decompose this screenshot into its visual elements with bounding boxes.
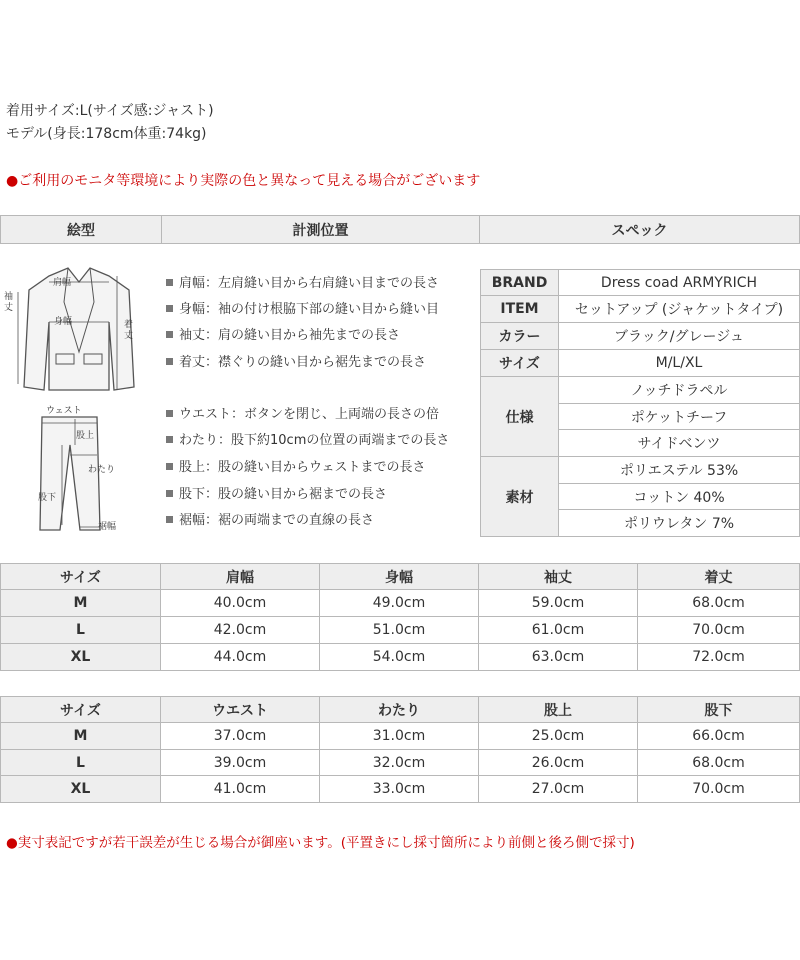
spec-material-3: ポリウレタン 7%: [559, 510, 799, 536]
jacket-header-length: 着丈: [638, 564, 799, 589]
table-cell: 72.0cm: [638, 644, 799, 670]
pants-header-rise: 股上: [479, 697, 637, 722]
spec-feature-3: サイドベンツ: [559, 430, 799, 456]
spec-feature-1: ノッチドラペル: [559, 377, 799, 403]
table-cell: 68.0cm: [638, 590, 799, 616]
jacket-header-shoulder: 肩幅: [161, 564, 319, 589]
spec-color-value: ブラック/グレージュ: [559, 323, 799, 349]
spec-brand-value: Dress coad ARMYRICH: [559, 270, 799, 295]
measure-desc-waist: ウエスト：ボタンを閉じ、上両端の長さの倍: [166, 407, 439, 423]
color-notice-text: ●ご利用のモニタ等環境により実際の色と異なって見える場合がございます: [6, 173, 481, 189]
table-cell: 42.0cm: [161, 617, 319, 643]
measure-desc-thigh: わたり：股下約10cmの位置の両端までの長さ: [166, 433, 449, 449]
diagram-label-rise: 股上: [76, 431, 95, 441]
table-cell: 70.0cm: [638, 776, 799, 802]
spec-item-label: ITEM: [481, 296, 558, 322]
spec-material-2: コットン 40%: [559, 484, 799, 509]
measurement-notice-text: ●実寸表記ですが若干誤差が生じる場合が御座います。(平置きにし採寸箇所により前側と後ろ側で採寸): [6, 835, 635, 851]
model-info-text: モデル(身長:178cm体重:74kg): [6, 126, 207, 142]
table-cell: 51.0cm: [320, 617, 478, 643]
measure-position-header: 計測位置: [162, 216, 479, 243]
jacket-header-body: 身幅: [320, 564, 478, 589]
diagram-label-length: 着丈: [124, 320, 134, 341]
pants-header-inseam: 股下: [638, 697, 799, 722]
size-worn-text: 着用サイズ:L(サイズ感:ジャスト): [6, 103, 214, 119]
spec-brand-label: BRAND: [481, 270, 558, 295]
spec-feature-2: ポケットチーフ: [559, 404, 799, 429]
table-cell: 70.0cm: [638, 617, 799, 643]
table-cell: 49.0cm: [320, 590, 478, 616]
measure-desc-body: 身幅：袖の付け根脇下部の縫い目から縫い目: [166, 302, 439, 318]
spec-size-value: M/L/XL: [559, 350, 799, 376]
table-cell: 27.0cm: [479, 776, 637, 802]
table-cell: 40.0cm: [161, 590, 319, 616]
measure-desc-rise: 股上：股の縫い目からウェストまでの長さ: [166, 460, 425, 476]
diagram-label-shoulder: 肩幅: [53, 278, 72, 288]
table-cell: 66.0cm: [638, 723, 799, 749]
spec-item-value: セットアップ (ジャケットタイプ): [559, 296, 799, 322]
table-cell: 41.0cm: [161, 776, 319, 802]
measure-desc-length: 着丈：襟ぐりの縫い目から裾先までの長さ: [166, 355, 426, 371]
table-cell: 25.0cm: [479, 723, 637, 749]
table-cell: 63.0cm: [479, 644, 637, 670]
diagram-label-inseam: 股下: [38, 493, 57, 503]
table-cell: 61.0cm: [479, 617, 637, 643]
table-row-size-label: L: [1, 617, 160, 643]
table-row-size-label: L: [1, 750, 160, 775]
diagram-label-sleeve: 袖丈: [4, 292, 14, 313]
table-row-size-label: XL: [1, 644, 160, 670]
table-cell: 59.0cm: [479, 590, 637, 616]
spec-color-label: カラー: [481, 323, 558, 349]
table-cell: 39.0cm: [161, 750, 319, 775]
spec-material-label: 素材: [481, 457, 558, 536]
table-cell: 26.0cm: [479, 750, 637, 775]
spec-material-1: ポリエステル 53%: [559, 457, 799, 483]
measure-desc-inseam: 股下：股の縫い目から裾までの長さ: [166, 487, 387, 503]
table-cell: 37.0cm: [161, 723, 319, 749]
spec-size-label: サイズ: [481, 350, 558, 376]
table-cell: 31.0cm: [320, 723, 478, 749]
diagram-label-hem: 裾幅: [98, 522, 117, 532]
table-row-size-label: M: [1, 590, 160, 616]
table-row-size-label: M: [1, 723, 160, 749]
pants-header-size: サイズ: [1, 697, 160, 722]
table-cell: 54.0cm: [320, 644, 478, 670]
jacket-header-size: サイズ: [1, 564, 160, 589]
spec-feature-label: 仕様: [481, 377, 558, 456]
table-cell: 33.0cm: [320, 776, 478, 802]
diagram-label-waist: ウェスト: [46, 406, 82, 416]
table-cell: 68.0cm: [638, 750, 799, 775]
table-cell: 44.0cm: [161, 644, 319, 670]
diagram-label-body: 身幅: [54, 317, 73, 327]
measure-desc-sleeve: 袖丈：肩の縫い目から袖先までの長さ: [166, 328, 400, 344]
diagram-label-thigh: わたり: [88, 465, 116, 475]
measure-desc-hem: 裾幅：裾の両端までの直線の長さ: [166, 513, 374, 529]
spec-header: スペック: [480, 216, 799, 243]
illustration-header: 絵型: [1, 216, 161, 243]
pants-header-thigh: わたり: [320, 697, 478, 722]
pants-header-waist: ウエスト: [161, 697, 319, 722]
jacket-header-sleeve: 袖丈: [479, 564, 637, 589]
measure-desc-shoulder: 肩幅：左肩縫い目から右肩縫い目までの長さ: [166, 276, 439, 292]
table-row-size-label: XL: [1, 776, 160, 802]
table-cell: 32.0cm: [320, 750, 478, 775]
